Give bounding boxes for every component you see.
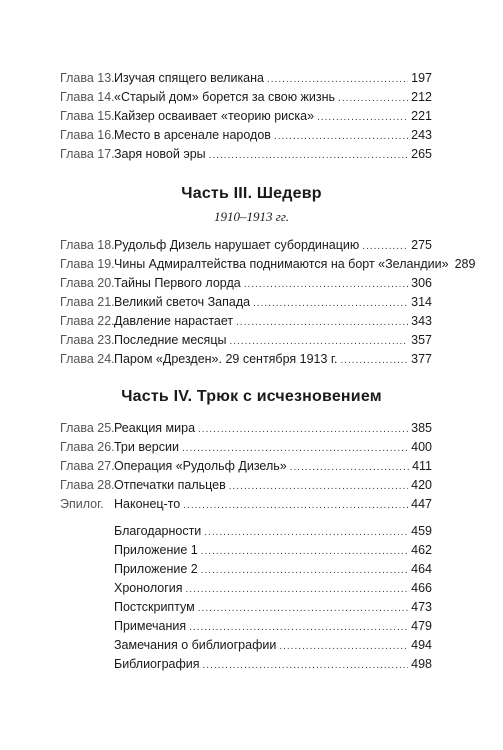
toc-entry-chapter-14 bbox=[60, 89, 432, 105]
chapter-title: Реакция мира bbox=[114, 421, 196, 435]
chapter-label: Глава 18. bbox=[60, 238, 115, 252]
toc-entry-epilogue bbox=[60, 496, 432, 512]
dot-leader bbox=[209, 148, 409, 164]
toc-entry-chapter-17 bbox=[60, 146, 432, 162]
dot-leader bbox=[236, 315, 408, 331]
chapter-title: Три версии bbox=[114, 440, 179, 454]
toc-entry-chapter-28 bbox=[60, 477, 432, 493]
dot-leader bbox=[201, 544, 408, 560]
page-number: 314 bbox=[411, 295, 432, 309]
page-number: 385 bbox=[411, 421, 432, 435]
chapter-title: Кайзер осваивает «теорию риска» bbox=[114, 109, 315, 123]
dot-leader bbox=[229, 334, 408, 350]
dot-leader bbox=[317, 110, 408, 126]
page-number: 306 bbox=[411, 276, 432, 290]
dot-leader bbox=[189, 620, 408, 636]
page-number: 289 bbox=[454, 257, 476, 271]
chapter-title: Великий светоч Запада bbox=[114, 295, 251, 309]
toc-entry-chapter-26 bbox=[60, 439, 432, 455]
page-number: 447 bbox=[411, 497, 432, 511]
toc-entry-chronology bbox=[60, 580, 432, 596]
chapter-label: Глава 28. bbox=[60, 478, 115, 492]
chapter-title: Постскриптум bbox=[114, 600, 195, 614]
chapter-title: Заря новой эры bbox=[114, 147, 206, 161]
page-number: 265 bbox=[411, 147, 432, 161]
page-number: 197 bbox=[411, 71, 432, 85]
dot-leader bbox=[229, 479, 408, 495]
dot-leader bbox=[338, 91, 408, 107]
page-number: 498 bbox=[411, 657, 432, 671]
toc-entry-postscript bbox=[60, 599, 432, 615]
dot-leader bbox=[279, 639, 408, 655]
page-number: 479 bbox=[411, 619, 432, 633]
page-number: 494 bbox=[411, 638, 432, 652]
dot-leader bbox=[203, 658, 409, 674]
chapter-label: Глава 15. bbox=[60, 109, 115, 123]
dot-leader bbox=[244, 277, 408, 293]
page-number: 411 bbox=[412, 459, 432, 473]
toc-entry-chapter-27 bbox=[60, 458, 432, 474]
chapter-title: Чины Адмиралтейства поднимаются на борт «Зеландии» bbox=[114, 257, 449, 271]
chapter-label: Глава 26. bbox=[60, 440, 115, 454]
toc-entry-chapter-21 bbox=[60, 294, 432, 310]
dot-leader bbox=[182, 441, 408, 457]
page-number: 212 bbox=[411, 90, 432, 104]
dot-leader bbox=[253, 296, 408, 312]
chapter-title: Приложение 1 bbox=[114, 543, 198, 557]
chapter-title: Рудольф Дизель нарушает субординацию bbox=[114, 238, 360, 252]
page-number: 243 bbox=[411, 128, 432, 142]
page-number: 357 bbox=[411, 333, 432, 347]
chapter-label: Глава 27. bbox=[60, 459, 115, 473]
toc-entry-appendix-2 bbox=[60, 561, 432, 577]
toc-entry-chapter-16 bbox=[60, 127, 432, 143]
chapter-title: Паром «Дрезден». 29 сентября 1913 г. bbox=[114, 352, 338, 366]
dot-leader bbox=[201, 563, 408, 579]
chapter-title: Наконец-то bbox=[114, 497, 181, 511]
chapter-title: Место в арсенале народов bbox=[114, 128, 271, 142]
page-number: 459 bbox=[411, 524, 432, 538]
dot-leader bbox=[290, 460, 409, 476]
chapter-label: Глава 14. bbox=[60, 90, 115, 104]
dot-leader bbox=[340, 353, 408, 369]
page-number: 275 bbox=[411, 238, 432, 252]
toc-entry-chapter-13 bbox=[60, 70, 432, 86]
dot-leader bbox=[204, 525, 408, 541]
chapter-label: Эпилог. bbox=[60, 497, 104, 511]
chapter-title: Хронология bbox=[114, 581, 183, 595]
page-number: 462 bbox=[411, 543, 432, 557]
chapter-title: Операция «Рудольф Дизель» bbox=[114, 459, 287, 473]
toc-entry-chapter-25 bbox=[60, 420, 432, 436]
page-number: 221 bbox=[411, 109, 432, 123]
dot-leader bbox=[362, 239, 408, 255]
toc-entry-notes bbox=[60, 618, 432, 634]
chapter-title: Приложение 2 bbox=[114, 562, 198, 576]
toc-entry-chapter-23 bbox=[60, 332, 432, 348]
toc-entry-chapter-15 bbox=[60, 108, 432, 124]
chapter-label: Глава 21. bbox=[60, 295, 115, 309]
part-4-heading: Часть IV. Трюк с исчезновением bbox=[121, 388, 382, 405]
toc-entry-chapter-22 bbox=[60, 313, 432, 329]
chapter-label: Глава 23. bbox=[60, 333, 115, 347]
page-number: 343 bbox=[411, 314, 432, 328]
dot-leader bbox=[183, 498, 408, 514]
chapter-title: Замечания о библиографии bbox=[114, 638, 277, 652]
toc-entry-chapter-20 bbox=[60, 275, 432, 291]
dot-leader bbox=[186, 582, 409, 598]
chapter-label: Глава 22. bbox=[60, 314, 115, 328]
chapter-title: Последние месяцы bbox=[114, 333, 227, 347]
chapter-title: Библиография bbox=[114, 657, 200, 671]
chapter-label: Глава 19. bbox=[60, 257, 115, 271]
page-number: 420 bbox=[411, 478, 432, 492]
toc-entry-bibliography bbox=[60, 656, 432, 672]
toc-entry-acknowledgements bbox=[60, 523, 432, 539]
page-number: 466 bbox=[411, 581, 432, 595]
chapter-label: Глава 13. bbox=[60, 71, 115, 85]
toc-entry-bibliography-notes bbox=[60, 637, 432, 653]
chapter-title: Изучая спящего великана bbox=[114, 71, 264, 85]
chapter-title: «Старый дом» борется за свою жизнь bbox=[114, 90, 336, 104]
page-number: 400 bbox=[411, 440, 432, 454]
dot-leader bbox=[198, 601, 408, 617]
chapter-label: Глава 24. bbox=[60, 352, 115, 366]
toc-entry-chapter-18 bbox=[60, 237, 432, 253]
toc-entry-chapter-24 bbox=[60, 351, 432, 367]
toc-entry-appendix-1 bbox=[60, 542, 432, 558]
dot-leader bbox=[267, 72, 408, 88]
part-3-heading: Часть III. Шедевр bbox=[181, 185, 322, 202]
dot-leader bbox=[274, 129, 408, 145]
page-number: 377 bbox=[411, 352, 432, 366]
part-3-subtitle: 1910–1913 гг. bbox=[214, 209, 289, 224]
chapter-title: Тайны Первого лорда bbox=[114, 276, 241, 290]
chapter-title: Давление нарастает bbox=[114, 314, 234, 328]
chapter-title: Примечания bbox=[114, 619, 187, 633]
chapter-label: Глава 25. bbox=[60, 421, 115, 435]
dot-leader bbox=[198, 422, 408, 438]
chapter-label: Глава 16. bbox=[60, 128, 115, 142]
page-number: 464 bbox=[411, 562, 432, 576]
chapter-label: Глава 20. bbox=[60, 276, 115, 290]
chapter-label: Глава 17. bbox=[60, 147, 115, 161]
chapter-title: Отпечатки пальцев bbox=[114, 478, 226, 492]
toc-entry-chapter-19 bbox=[60, 256, 476, 272]
page-number: 473 bbox=[411, 600, 432, 614]
chapter-title: Благодарности bbox=[114, 524, 202, 538]
